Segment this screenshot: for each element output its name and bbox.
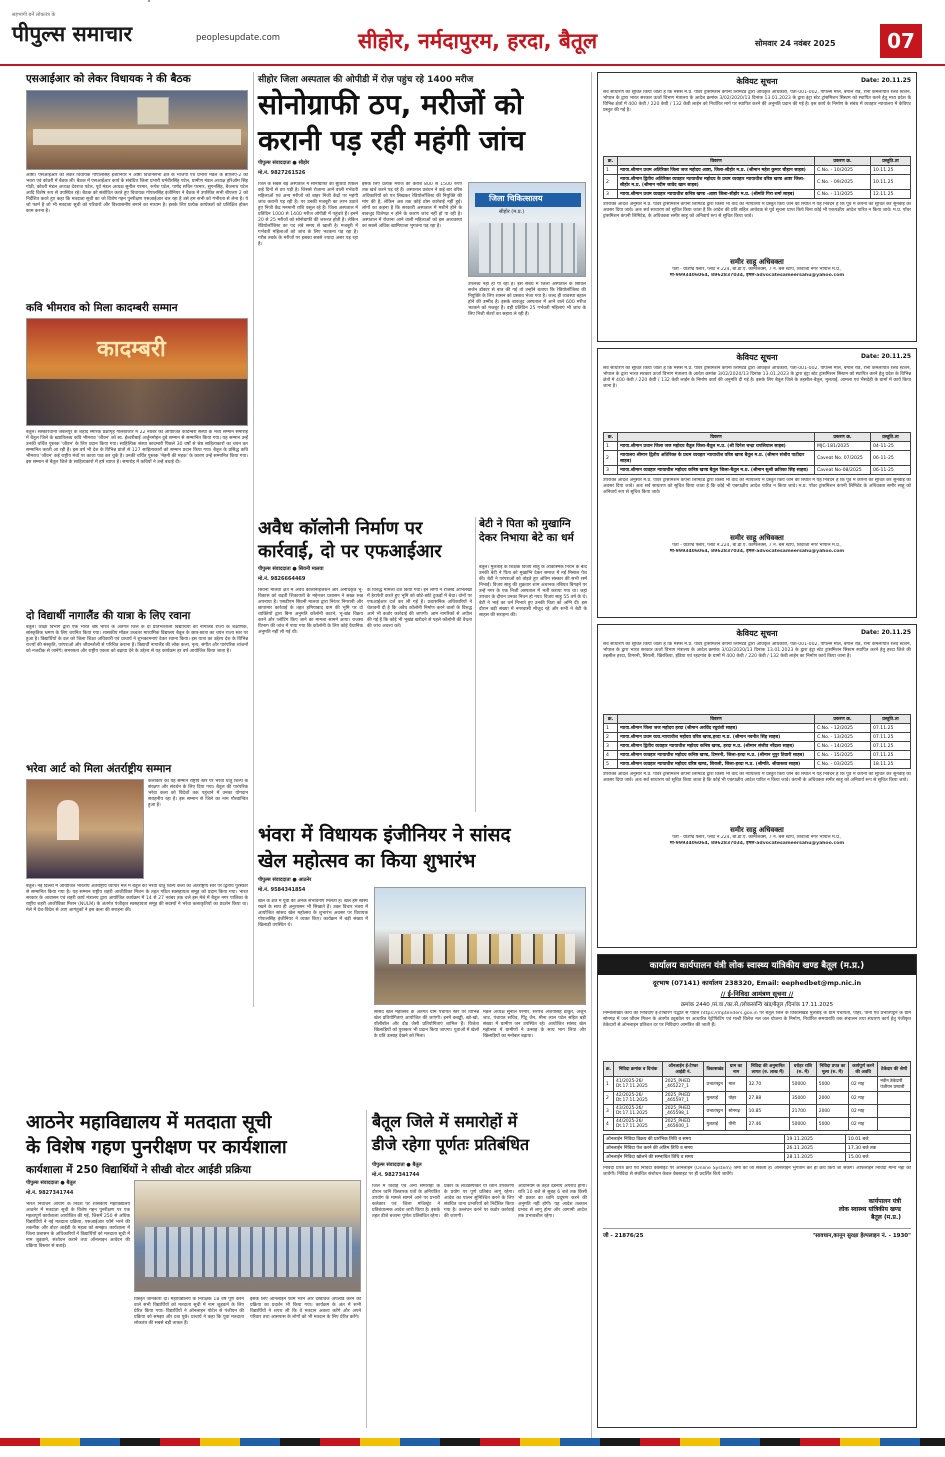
caveat-3-rows-cell: 18.11.25 bbox=[871, 760, 911, 769]
story-sono-col3: उपलब्ध नहीं हो पा रहा है। इस संबंध में जिला अस्पताल के सिविल सर्जन डॉक्टर से बात की गई तो उन्होंने बताया कि रेडियोलॉजिस्ट की नियुक्ति के लिए शासन को प्रस्ताव भेजा गया है। जल्द ही व्यवस्था बहाल होने की उम्मीद है। इसके बावजूद अस्पताल में आने वाले 600 मरीज भटकने को मजबूर हैं। वहीं प्रतिदिन 25 गर्भवती महिलाएं भी जांच के लिए निजी सेंटरों का सहारा ले रही हैं। bbox=[468, 282, 586, 317]
story-khel-col2: सांसद खेल महोत्सव के अंतर्गत ग्राम पंचायत स्तर पर विभिन्न खेल प्रतियोगिताएं आयोजित की जाएंगी। इनमें कबड्डी, खो-खो, वॉलीबॉल और दौड़ जैसी प्रतियोगिताएं शामिल हैं। विजेता खिलाड़ियों को पुरस्कार भी प्रदान किया जाएगा। युवाओं में खेलों के प्रति उत्साह देखने को मिला। bbox=[374, 1010, 479, 1039]
caveat-1-rows-cell: न्याया.श्रीमान प्रथम अतिरिक्त जिला जज महोदय आष्टा, जिला-सीहोर म.प्र. (श्रीमान महेश कुमार चौहान साहब) bbox=[618, 166, 815, 175]
tender-rows-cell: 02 माह bbox=[849, 1092, 878, 1105]
story-sono-headline-2: करानी पड़ रही महंगी जांच bbox=[258, 124, 525, 157]
tender-rows-cell: 02 माह bbox=[849, 1118, 878, 1131]
story-athner-headline-2: के विशेष गहण पुनरीक्षण पर कार्यशाला bbox=[26, 1137, 287, 1158]
caveat-3-rows-row bbox=[604, 751, 911, 760]
story-athner bbox=[26, 1110, 361, 1178]
tender-signer-2: लोक स्वास्थ्य यांत्रिकीय खण्ड bbox=[838, 1206, 901, 1213]
tender-signer-1: कार्यपालन यंत्री bbox=[868, 1198, 901, 1205]
caveat-3-rows-cell: न्याया.श्रीमान जिला जज महोदय हरदा (श्रीमान अरविंद रघुवंशी साहब) bbox=[618, 724, 815, 733]
tender-th-4: ग्राम का नाम bbox=[726, 1062, 746, 1077]
story-dj-byline: पीपुल्स संवाददाता ● बैतूल bbox=[372, 1162, 422, 1168]
caveat-3-rows-cell: 3 bbox=[604, 742, 618, 751]
caveat-3-rows-cell: C.No. - 03/2025 bbox=[815, 760, 871, 769]
tender-tbody bbox=[604, 1077, 911, 1131]
story-athner-col1: भारत निर्वाचन आयोग के निर्देश पर शासकीय महाविद्यालय आठनेर में मतदाता सूची के विशेष गहन पुनरीक्षण पर एक महत्वपूर्ण कार्यशाला आयोजित की गई, जिसमें 250 से अधिक विद्यार्थियों ने नई मतदाता प्रक्रिया, एसआईआर फॉर्म भरने की तकनीक और वोटर आईडी के महत्व को समझा। कार्यशाला में जिला प्रशासन के अधिकारियों ने विद्यार्थियों को मतदाता सूची में नाम जुड़वाने, संशोधन कराने तथा ऑनलाइन आवेदन की प्रक्रिया विस्तार से बताई। bbox=[26, 1202, 130, 1249]
story-bhareva bbox=[26, 762, 248, 776]
caveat-3-rows-cell: 1 bbox=[604, 724, 618, 733]
story-khel-headline-2: खेल महोत्सव का किया शुभारंभ bbox=[258, 850, 476, 872]
rule-beti bbox=[475, 517, 476, 812]
tender-subtitle: // ई-निविदा आमंत्रण सूचना // bbox=[720, 990, 794, 998]
caveat-3-th-2: प्रकरण क्र. bbox=[815, 715, 871, 724]
story-bhareva-body: बैतूल। नई दिल्ली में आयोजित भारतीय अंतर्राष्ट्रीय व्यापार मेले में बैतूल की भरेवा धातु शिल्प कला को अंतर्राष्ट्रीय स्तर पर द्वितीय पुरस्कार से सम्मानित किया गया है। यह सम्मान राष्ट्रीय शहरी आजीविका मिशन के तहत गठित स्वसहायता समूह को प्रदान किया गया। भारत सरकार के आवासन एवं शहरी कार्य मंत्रालय द्वारा आयोजित कार्यक्रम में 14 से 27 नवंबर तक चले इस मेले में बैतूल नगर पालिका के राष्ट्रीय शहरी आजीविका मिशन (NULM) के अंतर्गत पंजीकृत स्वसहायता समूह की सदस्यों ने भरेवा कलाकृतियों का प्रदर्शन किया था। मेले में देश-विदेश से आए आगंतुकों ने इस कला की सराहना की। bbox=[26, 884, 248, 913]
caveat-2-rows-cell: Caveat No-08/2025 bbox=[815, 466, 871, 475]
tender-rows-cell: प्रभातपट्टन bbox=[704, 1077, 726, 1092]
story-dj-col2: प्रकार के लाउडस्पीकर या ध्वनि उपकरणों के प्रयोग पर पूर्ण प्रतिबंध लागू रहेगा। आदेश का पालन सुनिश्चित करने के लिए संबंधित थाना प्रभारियों को निर्देशित किया गया है। उल्लंघन करने पर कठोर कार्रवाई की जाएगी। bbox=[444, 1184, 514, 1219]
caveat-1-signer: समीर साहू अधिवक्ता bbox=[730, 258, 784, 266]
story-dj bbox=[372, 1110, 588, 1156]
tender-intro: निम्नलिखित कार्य की निविदाएं ई-टेण्डरिंग पद्धति से पोर्टल https://mptenders.gov.in पर बैतूल जिले के विकासखंड मुलताई के ग्राम पंचायतों, पोहर, पौनी एवं प्रभातपट्टन के ग्राम सोनगढ़ में जल जीवन मिशन के अंतर्गत ट्यूबवेल पर आधारित रेट्रोफिटिंग एवं मल्टी विलेज नल जल योजना के निर्माण, निर्धारित समयावधि तक संचालन तथा संधारण कार्य हेतु पंजीकृत ठेकेदारों से ऑनलाइन प्रतिशत दर पर निविदाएं आमंत्रित की जाती हैं। bbox=[603, 1011, 911, 1028]
caveat-1-rows-cell: C.No. - 09/2025 bbox=[815, 175, 871, 190]
caveat-3-rows-cell: न्याया.श्रीमान प्रथम व्यव.न्यायाधीश महोदय वरिष्ठ खण्ड,हरदा म.प्र. (श्रीमान नवनीत सिंह साहब) bbox=[618, 733, 815, 742]
caveat-3-address: पता - ग्राउण्ड फ्लोर, प्लॉट नं.224, बी.डी.ए. काम्पलेक्स, 7 न. बस स्टाप, शिवाजी नगर भोपाल म.प्र., bbox=[672, 835, 842, 840]
caveat-1-rows-cell: 10.11.25 bbox=[871, 166, 911, 175]
tender-schedule-cell: 28.11.2025 bbox=[784, 1153, 845, 1162]
photo-athner-workshop bbox=[134, 1180, 361, 1292]
caveat-1-date: Date: 20.11.25 bbox=[860, 77, 911, 84]
story-khel-headline-1: भंवरा में विधायक इंजीनियर ने सांसद bbox=[258, 824, 511, 846]
story-sir-headline: एसआईआर को लेकर विधायक ने की बैठक bbox=[26, 73, 191, 85]
section-title: सीहोर, नर्मदापुरम, हरदा, बैतूल bbox=[358, 29, 598, 53]
logo-text: पीपुल्स समाचार bbox=[12, 21, 133, 46]
tender-rows-cell: 43/2025-26/ Dt.17.11.2025 bbox=[614, 1105, 663, 1118]
caveat-1-header-row bbox=[604, 157, 911, 166]
tender-rows-cell: 50000 bbox=[789, 1118, 816, 1131]
tender-th-8: कार्यपूर्ण करने की अवधि bbox=[849, 1062, 878, 1077]
story-colony bbox=[258, 517, 473, 563]
caveat-2-intro: सर्व साधारण को सूचित किया जाता है कि मेसर्स म.प्र. पॉवर ट्रांसमिशन कंपनी लिमिटेड द्वारा अधिकृत अधिकारी, पता-001-002, पीपल्स मॉल, बंगाल रोड, रानी कमलापति रेलवे स्टेशन, भोपाल के द्वारा भारत सरकार ऊर्जा विभाग मंत्रालय के आदेश क्रमांक 3/02/2020/13 दिनांक 13.01.2023 के द्वारा इंट्रा स्टेट ट्रांसमिशन सिस्टम को स्थापित करने हेतु प्रदेश के विभिन्न क्षेत्रों में 400 केवी / 220 केवी / 132 केवी लाईन के निर्माण कार्य की अनुमति दी गई है। इसके लिए बैतूल जिले के तहसील-बैतूल, मुलताई, आमला एवं भैंसदेही के ग्रामों में कार्य किया जाना है। bbox=[603, 366, 911, 389]
tender-rows-cell: सोनगढ़ bbox=[726, 1105, 746, 1118]
story-nagaland-body: बैतूल। शिक्षा विभाग द्वारा एक भारत श्रेष्ठ भारत के अंतर्गत जिले के दो प्रतिभाशाली विद्यार्थियों को नागालैंड राज्य के शैक्षणिक, सांस्कृतिक भ्रमण के लिए चयनित किया गया। शासकीय मॉडल उच्चतर माध्यमिक विद्यालय बैतूल के छात्र-छात्रा का चयन राज्य स्तर पर हुआ है। विद्यार्थियों के दल को जिला शिक्षा अधिकारी एवं प्राचार्य ने शुभकामनाएं देकर रवाना किया। इस यात्रा का उद्देश्य देश के विभिन्न राज्यों की संस्कृति, परंपराओं और जीवनशैली से परिचित कराना है। विद्यार्थी नागालैंड की लोक कला, नृत्य, संगीत और पारंपरिक व्यंजनों को नजदीक से जानेंगे। समरसता और राष्ट्रीय एकता को बढ़ावा देने के उद्देश्य से यह कार्यक्रम हर वर्ष आयोजित किया जाता है। bbox=[26, 625, 248, 654]
caveat-2-rows-cell: न्याया.श्रीमान प्रधान जिला जज महोदय बैतूल जिला-बैतूल म.प्र. (श्री दिनेश चन्द्रा थपलियाल साहब) bbox=[618, 442, 815, 451]
tender-rows-row bbox=[604, 1105, 911, 1118]
tender-rows-cell: 4 bbox=[604, 1118, 614, 1131]
page-number bbox=[880, 24, 922, 58]
tender-th-5: निविदा की अनुमानित लागत (रु. लाख में) bbox=[746, 1062, 789, 1077]
tender-rows-cell: 42/2025-26/ Dt.17.11.2025 bbox=[614, 1092, 663, 1105]
story-sono-headline-1: सोनोग्राफी ठप, मरीजों को bbox=[258, 88, 524, 121]
tender-rows-cell: 3 bbox=[604, 1105, 614, 1118]
story-sono-col1: जिले के सबसे बड़े अस्पताल में सोनोग्राफी की सुविधा पिछले कई दिनों से ठप पड़ी है। जिससे रोजाना आने वाली गर्भवती महिलाओं एवं अन्य मरीजों को बाहर निजी केंद्रों पर महंगी जांच करानी पड़ रही है। पर उनकी मजबूरी का लाभ उठाते हुए निजी केंद्र मनमानी राशि वसूल रहे हैं। जिला अस्पताल में प्रतिदिन 1000 से 1400 मरीज ओपीडी में पहुंचते हैं। इनमें 20 से 25 मरीजों को सोनोग्राफी की जरूरत होती है। लेकिन रेडियोलॉजिस्ट का पद लंबे समय से खाली है। मजबूरी में गर्भवती महिलाओं को जांच के लिए भटकना पड़ रहा है। गरीब तबके के मरीजों पर इसका सबसे ज्यादा असर पड़ रहा है। bbox=[258, 182, 358, 247]
tender-rows-cell: 32.70 bbox=[746, 1077, 789, 1092]
caveat-3-th-1: विवरण bbox=[618, 715, 815, 724]
tender-rows-cell bbox=[878, 1105, 911, 1118]
tender-rows-cell: 50000 bbox=[789, 1077, 816, 1092]
caveat-3-contact: मो-9993406064, 8962837034, ईमेल-advocatesameersahu@yahoo.com bbox=[669, 841, 845, 846]
story-colony-byline: पीपुल्स संवाददाता ● सिवनी मालवा bbox=[258, 566, 324, 572]
caveat-2-header-row bbox=[604, 433, 911, 442]
tender-rows-cell: 2000 bbox=[816, 1105, 848, 1118]
caveat-1-rows-row bbox=[604, 175, 911, 190]
caveat-3-th-3: प्रस्तुति.ता bbox=[871, 715, 911, 724]
caveat-2-contact: मो-9993406064, 8962837034, ईमेल-advocatesameersahu@yahoo.com bbox=[669, 549, 845, 554]
caveat-2-tbody bbox=[604, 442, 911, 475]
tender-rows-cell: 2025_PHED _465600_1 bbox=[662, 1118, 703, 1131]
edition-date: सोमवार 24 नवंबर 2025 bbox=[755, 39, 836, 48]
story-athner-headline-1: आठनेर महाविद्यालय में मतदाता सूची bbox=[26, 1112, 272, 1133]
tender-footer-id: जी - 21876/25 bbox=[603, 1233, 644, 1239]
tender-schedule-cell: 15.00 बजे bbox=[845, 1153, 910, 1162]
tender-schedule-cell: ऑनलाईन निविदा खोलने की सम्भावित तिथि व समय bbox=[604, 1153, 785, 1162]
caveat-2-rows-cell: 3 bbox=[604, 466, 618, 475]
caveat-3-rows-cell: C.No. - 12/2025 bbox=[815, 724, 871, 733]
tender-th-2: ऑनलाईन ई-टेण्डर आईडी नं. bbox=[662, 1062, 703, 1077]
tender-rows-cell: 41/2025-26/ Dt.17.11.2025 bbox=[614, 1077, 663, 1092]
tender-rows-cell: 21700 bbox=[789, 1105, 816, 1118]
story-athner-col2: विस्तृत जानकारी दी। महाविद्यालय के निरीक्षक 18 वर्ष पूर्ण करने वाले सभी विद्यार्थियों को मतदाता सूची में नाम जुड़वाने के लिए प्रेरित किया गया। विद्यार्थियों ने ऑनलाइन पोर्टल से पंजीयन की प्रक्रिया को समझा और प्रश्न पूछे। प्राचार्य ने कहा कि युवा मतदाता लोकतंत्र की सबसे बड़ी ताकत हैं। bbox=[134, 1297, 244, 1326]
photo-khel-ceremony bbox=[374, 887, 586, 1005]
tender-rows-cell bbox=[878, 1118, 911, 1131]
caveat-3-rows-row bbox=[604, 742, 911, 751]
kadambari-banner: कादम्बरी bbox=[97, 337, 166, 362]
tender-rows-cell: पौनी bbox=[726, 1118, 746, 1131]
page-number-text: 07 bbox=[887, 29, 915, 53]
caveat-3-rows-cell: 07.11.25 bbox=[871, 724, 911, 733]
tender-rows-row bbox=[604, 1077, 911, 1092]
tender-schedule-cell: 10.01 बजे bbox=[845, 1135, 910, 1144]
tender-schedule-row bbox=[604, 1153, 911, 1162]
caveat-1-rows-cell: 12.11.25 bbox=[871, 190, 911, 199]
tender-rows-cell: 1 bbox=[604, 1077, 614, 1092]
caveat-1-rows-cell: 2 bbox=[604, 175, 618, 190]
tender-rows-cell: नवीन ठेकेदारी पंजीयन प्रणाली bbox=[878, 1077, 911, 1092]
tender-rows-cell: पोहर bbox=[726, 1092, 746, 1105]
tender-rows-cell: 27.88 bbox=[746, 1092, 789, 1105]
caveat-1-th-3: प्रस्तुति.ता bbox=[871, 157, 911, 166]
bottom-color-bar bbox=[0, 1438, 945, 1446]
story-dj-col3: अधिनियम के तहत दंडनीय अपराध होगा। रात्रि 10 बजे से सुबह 6 बजे तक किसी भी प्रकार का ध्वनि प्रदूषण करने की अनुमति नहीं होगी। यह आदेश तत्काल प्रभाव से लागू होगा और आगामी आदेश तक प्रभावशील रहेगा। bbox=[518, 1184, 587, 1219]
caveat-2-th-0: क्र. bbox=[604, 433, 618, 442]
story-khel-byline: पीपुल्स संवाददाता ● आठनेर bbox=[258, 877, 312, 883]
rule-bottom-mid bbox=[366, 1110, 367, 1428]
story-colony-phone: मो.नं. 9826664469 bbox=[258, 576, 306, 582]
caveat-2-date: Date: 20.11.25 bbox=[860, 353, 911, 360]
rule-left bbox=[253, 72, 254, 1007]
caveat-2-table bbox=[603, 432, 911, 475]
rule-center-right bbox=[591, 72, 592, 1442]
story-khel-phone: मो.नं. 9584341854 bbox=[258, 887, 306, 893]
tender-header-row bbox=[604, 1062, 911, 1077]
tender-rows-cell: मुलताई bbox=[704, 1118, 726, 1131]
hospital-sign-text: जिला चिकित्सालय bbox=[489, 194, 543, 203]
tender-rows-cell: 2025_PHED _465597_1 bbox=[662, 1092, 703, 1105]
story-khel-col3: मंडल अध्यक्ष सुनील परमार, सरपंच अजयसिंह ठाकुर, अर्जुन जाट, पंचायत सचिव, पिंटू जैन, मीना लाल पटेल सहित बड़ी संख्या में ग्रामीण जन उपस्थित रहे। आयोजित सांसद खेल महोत्सव में ग्रामीणों ने उत्साह के साथ भाग लिया और खिलाड़ियों का मनोबल बढ़ाया। bbox=[483, 1010, 586, 1039]
story-kavi bbox=[26, 301, 248, 315]
story-beti-headline: बेटी ने पिता को मुखाग्नि देकर निभाया बेटे का धर्म bbox=[479, 518, 574, 544]
tender-th-1: निविदा क्रमांक व दिनांक bbox=[614, 1062, 663, 1077]
photo-kavi-award bbox=[26, 318, 248, 426]
story-sono-phone: मो.नं. 9827261526 bbox=[258, 170, 306, 176]
story-colony-col2: के विरुद्ध मामला दर्ज किया गया। इन लोगों ने राजस्व अभिलेखों में हेराफेरी करते हुए भूमि को छोटे-छोटे टुकड़ों में बेचा। दोनों पर एफआईआर दर्ज कर ली गई है। प्रशासनिक अधिकारियों ने चेतावनी दी है कि अवैध कॉलोनी निर्माण करने वालों के विरुद्ध आगे भी कठोर कार्रवाई की जाएगी। आम नागरिकों से अपील की गई है कि कोई भी भूखंड खरीदने से पहले कॉलोनी की वैधता की जांच अवश्य करें। bbox=[367, 588, 472, 629]
caveat-2-rows-row bbox=[604, 451, 911, 466]
caveat-1-rows-row bbox=[604, 190, 911, 199]
tender-th-7: निविदा प्रपत्र का मूल्य (रु. में) bbox=[816, 1062, 848, 1077]
caveat-3-table bbox=[603, 714, 911, 769]
tender-signature bbox=[603, 1198, 911, 1222]
caveat-2-th-1: विवरण bbox=[618, 433, 815, 442]
tender-rows-cell: 35000 bbox=[789, 1092, 816, 1105]
caveat-2-th-2: प्रकरण क्र. bbox=[815, 433, 871, 442]
tender-schedule-cell: ऑनलाईन निविदा पेश करने की अंतिम तिथि व समय bbox=[604, 1144, 785, 1153]
story-khel-col1: खेल के क्षेत्र में युवा को अनेक संभावनाएं मिलती हैं। खेल हमें स्वस्थ रखने के साथ ही अनुशासन भी सिखाते हैं। उक्त विचार भंवरा में आयोजित सांसद खेल महोत्सव के शुभारंभ अवसर पर विधायक गोपालसिंह इंजीनियर ने व्यक्त किए। कार्यक्रम में बड़ी संख्या में खिलाड़ी उपस्थित थे। bbox=[258, 899, 368, 928]
caveat-1-address: पता - ग्राउण्ड फ्लोर, प्लॉट नं.224, बी.डी.ए. काम्पलेक्स, 7 न. बस स्टाप, शिवाजी नगर भोपाल म.प्र., bbox=[672, 267, 842, 272]
caveat-3-rows-row bbox=[604, 733, 911, 742]
story-nagaland bbox=[26, 609, 248, 623]
caveat-2-rows-row bbox=[604, 466, 911, 475]
tender-rows-cell: 2025_PHED _465227_1 bbox=[662, 1077, 703, 1092]
tender-table bbox=[603, 1061, 911, 1131]
tender-th-3: विकासखंड bbox=[704, 1062, 726, 1077]
story-khel bbox=[258, 822, 588, 874]
tender-th-6: धरोहर राशि (रु. में) bbox=[789, 1062, 816, 1077]
hospital-sign-sub: सीहोर (म.प्र.) bbox=[499, 209, 525, 215]
story-beti-body: बैतूल। मुलताई के शिक्षक विजय साहू के आकस्मिक निधन के बाद उनकी बेटी ने पिता को मुखाग्नि देकर समाज में नई मिसाल पेश की। बेटी ने परंपराओं को तोड़ते हुए अंतिम संस्कार की सभी रस्में निभाईं। विजय साहू की शुक्रवार शाम अचानक तबियत बिगड़ने पर उन्हें नगर के एक निजी अस्पताल में भर्ती कराया गया था। जहां उपचार के दौरान उनका निधन हो गया। विजय साहू 55 वर्ष के थे। बेटी ने भाई का धर्म निभाते हुए उनकी चिता को अग्नि दी। इस दौरान बड़ी संख्या में नगरवासी मौजूद रहे और सभी ने बेटी के साहस की सराहना की। bbox=[479, 565, 587, 618]
caveat-1-th-1: विवरण bbox=[618, 157, 815, 166]
caveat-3-rows-cell: न्याया.श्रीमान व्यवहार न्यायाधीश महोदय कनिष्ठ खण्ड, टिमरनी, जिला-हरदा म.प्र. (श्रीमान नूपुर तिवारी साहब) bbox=[618, 751, 815, 760]
tender-schedule-cell: 19.11.2025 bbox=[784, 1135, 845, 1144]
caveat-3-th-0: क्र. bbox=[604, 715, 618, 724]
caveat-3-rows-cell: 2 bbox=[604, 733, 618, 742]
photo-bhareva-award bbox=[26, 779, 144, 879]
caveat-3-rows-cell: 4 bbox=[604, 751, 618, 760]
caveat-2-rows-cell: 06-11-25 bbox=[871, 466, 911, 475]
tender-rows-cell: 5000 bbox=[816, 1077, 848, 1092]
caveat-2-title: केवियट सूचना bbox=[736, 353, 778, 362]
caveat-1-tbody bbox=[604, 166, 911, 199]
caveat-3-tbody bbox=[604, 724, 911, 769]
story-bhareva-headline: भरेवा आर्ट को मिला अंतर्राष्ट्रीय सम्मान bbox=[26, 763, 172, 775]
story-sono bbox=[258, 72, 586, 159]
tender-schedule-cell: 26.11.2025 bbox=[784, 1144, 845, 1153]
tender-footer bbox=[603, 1228, 911, 1239]
story-colony-headline-2: कार्रवाई, दो पर एफआईआर bbox=[258, 541, 442, 562]
story-athner-byline: पीपुल्स संवाददाता ● बैतूल bbox=[26, 1180, 76, 1186]
story-colony-col1: सिवनी मालवा क्षेत्र में अवैध कॉलोनाइजेशन और अनधिकृत भू-विकास को बढ़ती शिकायतों के मद्देनजर प्रशासन ने सख्त रुख अपनाया है। एसडीएम सिवनी मालवा द्वारा निरंतर निगरानी और छापामार कार्रवाई के तहत हमियाबाद ग्राम की भूमि पर दो व्यक्तियों द्वारा बिना अनुमति कॉलोनी काटने, भू-खंड विक्रय करने और प्लॉटिंग किए जाने का मामला सामने आया। राजस्व विभाग की जांच में पाया गया कि कॉलोनी के लिए कोई वैधानिक अनुमति नहीं ली गई थी। bbox=[258, 588, 363, 635]
tender-phone: दूरभाष (07141) कार्यालय 238320, Email: eephedbet@mp.nic.in bbox=[652, 979, 862, 987]
caveat-1-rows-cell: न्याया.श्रीमान प्रथम व्यवहार न्यायाधीश कनिष्ठ खण्ड -आष्टा जिला-सीहोर म.प्र. (श्रीमति गिरा शर्मा साहब) bbox=[618, 190, 815, 199]
tender-rows-row bbox=[604, 1118, 911, 1131]
caveat-3-rows-row bbox=[604, 724, 911, 733]
story-dj-headline-2: डीजे रहेगा पूर्णतः प्रतिबंधित bbox=[372, 1135, 530, 1154]
story-dj-headline-1: बैतूल जिले में समारोहों में bbox=[372, 1112, 518, 1131]
photo-award-center bbox=[148, 0, 150, 2]
caveat-2-rows-cell: MJC-181/2025 bbox=[815, 442, 871, 451]
story-colony-headline-1: अवैध कॉलोनी निर्माण पर bbox=[258, 518, 423, 539]
tender-schedule bbox=[603, 1134, 911, 1162]
tender-rows-cell bbox=[878, 1092, 911, 1105]
story-sono-kicker: सीहोर जिला अस्पताल की ओपीडी में रोज़ पहुंच रहे 1400 मरीज bbox=[258, 75, 474, 85]
caveat-3-intro: सर्व साधारण को सूचित किया जाता है कि मेसर्स म.प्र. पॉवर ट्रांसमिशन कंपनी लिमिटेड द्वारा अधिकृत अधिकारी, पता-001-002, पीपल्स मॉल, बंगाल रोड, रानी कमलापति रेलवे स्टेशन, भोपाल के द्वारा भारत सरकार ऊर्जा विभाग मंत्रालय के आदेश क्रमांक 3/02/2020/13 दिनांक 13.01.2023 के द्वारा इंट्रा स्टेट ट्रांसमिशन सिस्टम स्थापित करने हेतु हरदा जिले की तहसील हरदा, टिमरनी, सिराली, खिरकिया, हंडिया एवं रहटगांव के ग्रामों में 400 केवी / 220 केवी / 132 केवी लाईन का निर्माण कार्य किया जाना है। bbox=[603, 642, 911, 659]
tender-note: निविदा प्रपत्र क्रय एवं निविदा वेबसाइट पर ऑनलाइन (Online System) जमा की जा सकती है। ऑनलाइन भुगतान कर ही क्रय किये जा सकेंगे। ऑफलाइन निविदा मान्य नहीं की जावेंगी। निविदा से संबंधित संशोधन केवल वेबसाइट पर ही प्रदर्शित किये जावेंगे। bbox=[603, 1166, 911, 1177]
story-dj-col1: जिले में विवाह एवं अन्य समारोहों के दौरान ध्वनि विस्तारक यंत्रों के अनियंत्रित उपयोग के मामले सामने आने पर प्रभारी कलेक्टर एवं जिला मजिस्ट्रेट ने प्रतिबंधात्मक आदेश जारी किया है। इसके तहत डीजे बजाना पूर्णतः प्रतिबंधित रहेगा। bbox=[372, 1184, 440, 1219]
tender-th-9: ठेकेदार की श्रेणी bbox=[878, 1062, 911, 1077]
caveat-2-outro: उपरोक्त आदेश अनुसार म.प्र. पॉवर ट्रांसमिशन कंपनी लिमिटेड द्वारा किसी भी वाद को न्यायालय में प्रस्तुत किये जाने की स्थिति में यह निवेदन है कि पूर्व में कंपनी को सूचित कर सुनवाई का अवसर दिया जावे। अतः सर्व साधारण को सूचित किया जाता है कि कोई भी एकपक्षीय आदेश पारित न किया जावे। म.प्र. पॉवर ट्रांसमिशन कंपनी लिमिटेड के अधिवक्ता समीर साहू को अनिवार्य रूप से सूचित किया जावे। bbox=[603, 478, 911, 495]
tender-rows-row bbox=[604, 1092, 911, 1105]
tender-header: कार्यालय कार्यपालन यंत्री लोक स्वास्थ्य यांत्रिकीय खण्ड बैतूल (म.प्र.) bbox=[598, 955, 916, 975]
caveat-3-rows-cell: C.No. - 14/2025 bbox=[815, 742, 871, 751]
caveat-2-signer: समीर साहू अधिवक्ता bbox=[730, 534, 784, 542]
tender-schedule-cell: 17.30 बजे तक bbox=[845, 1144, 910, 1153]
photo-district-hospital bbox=[468, 182, 586, 277]
caveat-1-rows-cell: 3 bbox=[604, 190, 618, 199]
caveat-1-rows-row bbox=[604, 166, 911, 175]
caveat-3-rows-cell: 07.11.25 bbox=[871, 742, 911, 751]
caveat-3-rows-cell: C.No. - 13/2025 bbox=[815, 733, 871, 742]
tender-rows-cell: 27.46 bbox=[746, 1118, 789, 1131]
caveat-3-rows-cell: C.No. - 15/2025 bbox=[815, 751, 871, 760]
caveat-2-rows-row bbox=[604, 442, 911, 451]
caveat-1-rows-cell: 1 bbox=[604, 166, 618, 175]
tender-th-0: क्र. bbox=[604, 1062, 614, 1077]
caveat-3-rows-cell: 07.11.25 bbox=[871, 733, 911, 742]
caveat-1-rows-cell: C.No. - 10/2025 bbox=[815, 166, 871, 175]
caveat-2-address: पता - ग्राउण्ड फ्लोर, प्लॉट नं.224, बी.डी.ए. काम्पलेक्स, 7 न. बस स्टाप, शिवाजी नगर भोपाल म.प्र., bbox=[672, 543, 842, 548]
story-sir bbox=[26, 72, 248, 86]
story-sono-col2: इसके लिए प्रत्येक मरीज को करीब 800 से 1500 रुपए तक खर्च करने पड़ रहे हैं। अस्पताल प्रबंधन ने कई बार वरिष्ठ अधिकारियों को पत्र लिखकर रेडियोलॉजिस्ट की नियुक्ति की मांग की है, लेकिन अब तक कोई ठोस कार्रवाई नहीं हुई। लोगों का कहना है कि सरकारी अस्पताल में मशीनें होने के बावजूद विशेषज्ञ न होने के कारण जांच नहीं हो पा रही है। अस्पताल में रोजाना आने वाली महिलाओं को इस अव्यवस्था का सबसे अधिक खामियाजा भुगतना पड़ रहा है। bbox=[362, 182, 462, 229]
caveat-2-rows-cell: न्यायालय श्रीमान द्वितीय अतिरिक्त के प्रथम व्यवहार न्यायाधीश वरिष्ठ खण्ड बैतूल म.प्र. (श्रीमान संजीव पाटीदार साहब) bbox=[618, 451, 815, 466]
tender-schedule-tbody bbox=[604, 1135, 911, 1162]
tender-rows-cell: 44/2025-26/ Dt.17.11.2025 bbox=[614, 1118, 663, 1131]
caveat-3-signer: समीर साहू अधिवक्ता bbox=[730, 826, 784, 834]
tender-rows-cell: 10.85 bbox=[746, 1105, 789, 1118]
story-kavi-body: बैतूल। संस्कारधानी जबलपुर के शहीद स्मारक प्रेक्षागृह गोलबाजार में 22 नवंबर को आयोजित कादम्बरी संस्था के भव्य सम्मान समारोह में बैतूल जिले के ख्यातिलब्ध कवि भीमराव 'जीवन' को स्व. ईश्वरीबाई अर्जुनमोहन दुबे सम्मान से सम्मानित किया गया। यह सम्मान उन्हें उनकी चर्चित पुस्तक 'जीवन' के लिए प्रदान किया गया। साहित्यिक संस्था कादम्बरी पिछले 30 वर्षों से श्रेष्ठ साहित्यकारों का चयन कर सम्मानित करती आ रही है। इस वर्ष भी देश के विभिन्न प्रांतों से 127 साहित्यकारों को सम्मान प्रदान किया गया। बैतूल के प्रसिद्ध कवि भीमराव 'जीवन' कई राष्ट्रीय मंचों पर काव्य पाठ कर चुके हैं। उनकी चर्चित पुस्तक 'मेहनी की महक' के कारण उन्हें सम्मानित किया गया। इस सम्मान से बैतूल जिले के साहित्यकारों में हर्ष व्याप्त है। समारोह में कवियों ने उन्हें बधाई दी। bbox=[26, 430, 248, 465]
story-bhareva-side: कलाकार को यह सम्मान राष्ट्रीय स्तर पर भरेवा धातु शिल्प के संरक्षण और संवर्धन के लिए दिया गया। बैतूल की पारंपरिक भरेवा कला को विदेशों तक पहुंचाने में उनका योगदान सराहनीय रहा है। इस सम्मान से जिले का नाम गौरवान्वित हुआ है। bbox=[148, 779, 248, 808]
caveat-1-rows-cell: C.No. - 11/2025 bbox=[815, 190, 871, 199]
caveat-3-header-row bbox=[604, 715, 911, 724]
caveat-3-rows-row bbox=[604, 760, 911, 769]
caveat-1-contact: मो-9993406064, 8962837034, ईमेल-advocatesameersahu@yahoo.com bbox=[669, 273, 845, 278]
caveat-2-rows-cell: न्याया.श्रीमान व्यवहार न्यायाधीश महोदय कनिष्ठ खण्ड बैतूल जिला-बैतूल म.प्र. (श्रीमान सुश्री क्रतिका सिंह साहब) bbox=[618, 466, 815, 475]
caveat-notice-1 bbox=[597, 72, 917, 342]
tender-schedule-row bbox=[604, 1135, 911, 1144]
photo-sir-meeting bbox=[26, 90, 248, 170]
tender-rows-cell: 02 माह bbox=[849, 1105, 878, 1118]
caveat-2-rows-cell: 04-11-25 bbox=[871, 442, 911, 451]
story-sono-byline: पीपुल्स संवाददाता ● सीहोर bbox=[258, 160, 310, 166]
caveat-3-title: केवियट सूचना bbox=[736, 629, 778, 638]
story-beti bbox=[479, 517, 587, 545]
story-nagaland-headline: दो विद्यार्थी नागालैंड की यात्रा के लिए रवाना bbox=[26, 610, 191, 622]
caveat-1-intro: सर्व साधारण को सूचित किया जाता है कि मेसर्स म.प्र. पॉवर ट्रांसमिशन कंपनी लिमिटेड द्वारा अधिकृत अधिकारी, पता-001-002, पीपल्स मॉल, बंगाल रोड, रानी कमलापति रेलवे स्टेशन, भोपाल के द्वारा भारत सरकार ऊर्जा विभाग मंत्रालय के आदेश क्रमांक 3/02/2020/13 दिनांक 13.01.2023 के द्वारा इंट्रा स्टेट ट्रांसमिशन सिस्टम को स्थापित करने हेतु मध्य प्रदेश के विभिन्न क्षेत्रों में 400 केवी / 220 केवी / 132 केवी लाईन को निर्धारित मार्ग पर स्थापित करने की अनुमति प्रदान की गई है। इस कार्य के निर्माण के संबंध में व्यवहार न्यायालय में केविएट प्रस्तुत की गई है। bbox=[603, 90, 911, 113]
tender-rows-cell: 02 माह bbox=[849, 1077, 878, 1092]
tender-rows-cell: 2000 bbox=[816, 1092, 848, 1105]
tender-notice bbox=[597, 954, 917, 1428]
caveat-notice-2 bbox=[597, 348, 917, 618]
caveat-2-rows-cell: 1 bbox=[604, 442, 618, 451]
logo-tagline: सहभागी बनें लोकतंत्र के bbox=[12, 12, 56, 18]
caveat-3-outro: उपरोक्त आदेश अनुसार म.प्र. पॉवर ट्रांसमिशन कंपनी लिमिटेड द्वारा किसी भी वाद को न्यायालय में प्रस्तुत किये जाने की स्थिति में यह निवेदन है कि पूर्व में कंपनी को सूचित कर सुनवाई का अवसर दिया जावे। अतः सर्व साधारण को सूचित किया जाता है कि कोई भी एकपक्षीय आदेश पारित न किया जावे। कंपनी के अधिवक्ता समीर साहू को अनिवार्य रूप से सूचित किया जावे। bbox=[603, 772, 911, 783]
brand-logo[interactable] bbox=[12, 12, 177, 50]
caveat-2-rows-cell: 2 bbox=[604, 451, 618, 466]
caveat-1-th-0: क्र. bbox=[604, 157, 618, 166]
caveat-1-table bbox=[603, 156, 911, 199]
caveat-1-rows-cell: 10.11.25 bbox=[871, 175, 911, 190]
story-dj-phone: मो.नं. 9827341744 bbox=[372, 1172, 420, 1178]
tender-signer-3: बैतूल (म.प्र.) bbox=[870, 1214, 901, 1221]
caveat-2-th-3: प्रस्तुति.ता bbox=[871, 433, 911, 442]
tender-footer-note: "सावधान,कानून सुरक्षा हेल्पलाइन नं. - 1930" bbox=[812, 1233, 911, 1239]
caveat-3-rows-cell: 07.11.25 bbox=[871, 751, 911, 760]
story-athner-phone: मो.नं. 9827341744 bbox=[26, 1190, 74, 1196]
caveat-3-rows-cell: 5 bbox=[604, 760, 618, 769]
caveat-3-date: Date: 20.11.25 bbox=[860, 629, 911, 636]
story-athner-subhead: कार्यशाला में 250 विद्यार्थियों ने सीखी वोटर आईडी प्रक्रिया bbox=[26, 1164, 252, 1176]
tender-rows-cell: प्रभातपट्टन bbox=[704, 1105, 726, 1118]
caveat-2-rows-cell: 06-11-25 bbox=[871, 451, 911, 466]
caveat-1-title: केवियट सूचना bbox=[736, 77, 778, 86]
caveat-1-rows-cell: न्याया.श्रीमान द्वितीय अतिरिक्त व्यवहार न्यायाधीश महोदय के प्रथम व्यवहार न्यायाधीश वरिष्ठ खण्ड आष्टा जिला-सीहोर म.प्र. (श्रीमान नदीम जावेद खान साहब) bbox=[618, 175, 815, 190]
tender-rows-cell: 2025_PHED _465598_1 bbox=[662, 1105, 703, 1118]
caveat-1-outro: उपरोक्त आदेश अनुसार म.प्र. पॉवर ट्रांसमिशन कंपनी लिमिटेड द्वारा किसी भी वाद को न्यायालय में प्रस्तुत किये जाने की स्थिति में यह निवेदन है कि पूर्व में कंपनी को सूचित कर सुनवाई का अवसर दिया जावे। अतः सर्व साधारण को सूचित किया जाता है कि आदेश की प्रति सहित आवेदक से पूर्व सूचना प्राप्त किये बिना कोई भी एकपक्षीय आदेश पारित न किया जावे। म.प्र. पॉवर ट्रांसमिशन कंपनी लिमिटेड, के अधिवक्ता समीर साहू को अनिवार्य रूप से सूचित किया जावे। bbox=[603, 202, 911, 219]
caveat-2-rows-cell: Caveat No. 07/2025 bbox=[815, 451, 871, 466]
masthead bbox=[0, 0, 945, 66]
tender-rows-cell: मुलताई bbox=[704, 1092, 726, 1105]
tender-rows-cell: 2 bbox=[604, 1092, 614, 1105]
story-athner-col3: इसके लिए ऑनलाइन फॉर्म भरने और दस्तावेज अपलोड करने की प्रक्रिया का प्रदर्शन भी किया गया। कार्यक्रम के अंत में सभी विद्यार्थियों ने शपथ ली कि वे मतदान अवश्य करेंगे और अपने परिवार तथा आसपास के लोगों को भी मतदान के लिए प्रेरित करेंगे। bbox=[250, 1297, 361, 1320]
tender-schedule-cell: ऑनलाईन निविदा विक्रय की प्रारंभिक तिथि व समय bbox=[604, 1135, 785, 1144]
caveat-3-rows-cell: न्याया.श्रीमान व्यवहार न्यायाधीश महोदय वरिष्ठ खण्ड, सिराली, जिला-हरदा म.प्र. (श्रीमति. श्रीवास्तव साहब) bbox=[618, 760, 815, 769]
caveat-notice-3 bbox=[597, 624, 917, 948]
tender-rows-cell: 5000 bbox=[816, 1118, 848, 1131]
site-url[interactable]: peoplesupdate.com bbox=[196, 33, 281, 43]
caveat-3-rows-cell: न्याया.श्रीमान द्वितीय व्यवहार न्यायाधीश महोदय कनिष्ठ खण्ड, हरदा म.प्र. (श्रीमान संजीव नरेंद्रला साहब) bbox=[618, 742, 815, 751]
story-sir-body: आष्टा। एसआईआर को लेकर विधायक गोपालसिंह इंजीनियर ने आष्टा विधानसभा क्षेत्र के भाजपा एवं प्रभारी मंडल के बीएलए-2 की भवरा एवं कोठरी में बैठक ली। बैठक में एसआईआर कार्य के संबंधित जिला प्रभारी धर्मवीरसिंह पटेल, ग्रामीण मंडल अध्यक्ष हरिओम सिंह गोठी, कोठरी मंडल अध्यक्ष देवराज पटेल, पूर्व मंडल अध्यक्ष सुनील परमार, रूपेश पटेल, पार्षद सचिन परमार, सुगनसिंह, बैजनाथ पटेल आदि विशेष रूप से उपस्थित रहे। बैठक को संबोधित करते हुए विधायक गोपालसिंह इंजीनियर ने बैठक में उपस्थित सभी बीएलए 2 को निर्देशित करते हुए कहा कि मतदाता सूची का जो विशेष गहन पुनरीक्षण एसआईआर चल रहा है उसे हम सभी को गंभीरता से लेना है। ये जो फार्म है जो भी मतदाता सूची को परिवारों और विश्वासनीय बनाने का माध्यम है। इसके लिए प्रत्येक कार्यकर्ता को प्रशिक्षित होकर काम करना है। bbox=[26, 173, 248, 214]
caveat-1-th-2: प्रकरण क्र. bbox=[815, 157, 871, 166]
tender-ref: क्रमांक 2440 /सं.वा./का.से./लोकसान्वि खंड/बैतूल /दिनांक 17.11.2025 bbox=[680, 1002, 834, 1008]
tender-schedule-row bbox=[604, 1144, 911, 1153]
story-kavi-headline: कवि भीमराव को मिला कादम्बरी सम्मान bbox=[26, 302, 178, 314]
tender-rows-cell: माल bbox=[726, 1077, 746, 1092]
